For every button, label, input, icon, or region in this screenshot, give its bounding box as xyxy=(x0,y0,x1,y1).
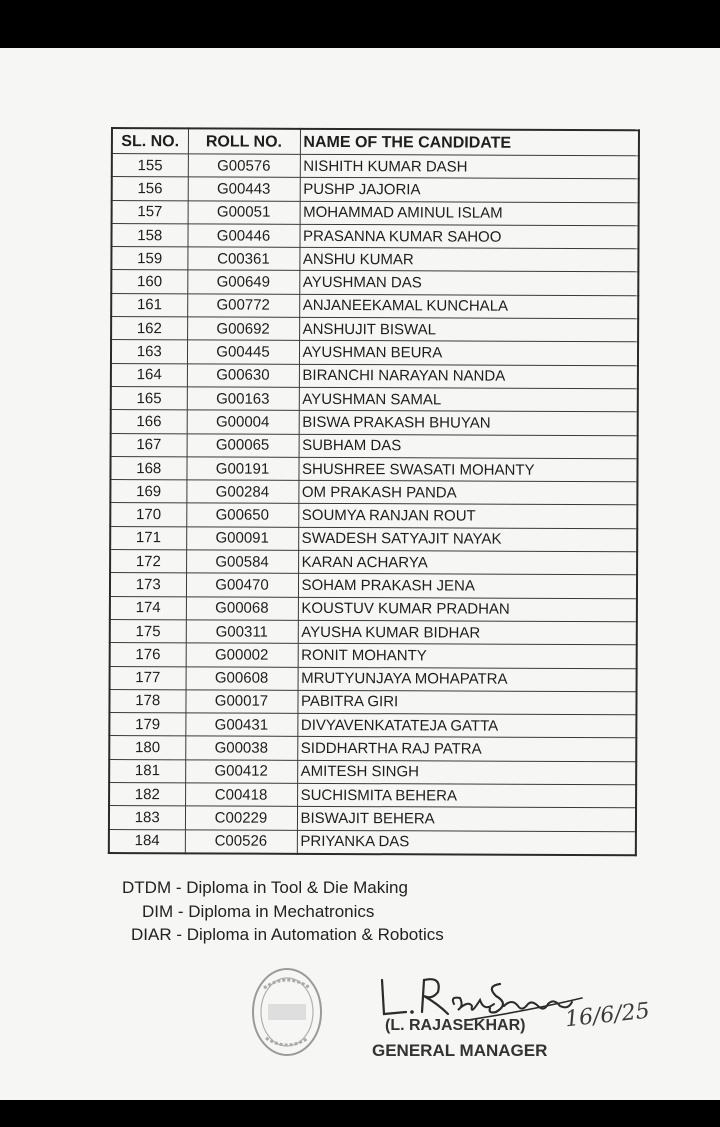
legend-item-dim: DIM - Diploma in Mechatronics xyxy=(142,901,375,921)
table-row xyxy=(109,689,636,715)
candidate-name-cell: SUCHISMITA BEHERA xyxy=(297,783,636,808)
header-roll-no: ROLL NO. xyxy=(188,128,300,154)
serial-number-cell: 183 xyxy=(109,806,185,830)
table-row xyxy=(109,736,636,762)
roll-number-cell: G00004 xyxy=(187,410,299,434)
serial-number-cell: 159 xyxy=(111,247,187,271)
candidate-name-cell: SHUSHREE SWASATI MOHANTY xyxy=(298,457,637,482)
table-row xyxy=(111,363,638,389)
serial-number-cell: 155 xyxy=(112,154,188,178)
legend-item-dtdm: DTDM - Diploma in Tool & Die Making xyxy=(122,878,408,897)
candidate-name-cell: SOUMYA RANJAN ROUT xyxy=(298,504,637,529)
candidate-name-cell: KOUSTUV KUMAR PRADHAN xyxy=(298,597,637,622)
roll-number-cell: G00163 xyxy=(187,387,299,411)
roll-number-cell: G00431 xyxy=(185,713,297,737)
roll-number-cell: G00051 xyxy=(188,200,300,224)
serial-number-cell: 168 xyxy=(110,456,186,480)
header-candidate-name: NAME OF THE CANDIDATE xyxy=(300,129,639,156)
candidate-name-cell: KARAN ACHARYA xyxy=(298,550,637,575)
table-row xyxy=(110,480,637,506)
table-row xyxy=(110,643,637,669)
roll-number-cell: C00361 xyxy=(187,247,299,271)
header-sl-no: SL. NO. xyxy=(112,128,188,154)
table-row xyxy=(111,433,638,459)
serial-number-cell: 161 xyxy=(111,293,187,317)
serial-number-cell: 181 xyxy=(109,759,185,783)
table-row xyxy=(111,223,638,249)
roll-number-cell: G00584 xyxy=(186,550,298,574)
candidate-name-cell: SUBHAM DAS xyxy=(299,434,638,459)
serial-number-cell: 179 xyxy=(109,713,185,737)
signatory-title: GENERAL MANAGER xyxy=(372,1041,548,1060)
serial-number-cell: 164 xyxy=(111,363,187,387)
serial-number-cell: 178 xyxy=(109,689,185,713)
table-row xyxy=(111,317,638,343)
table-body xyxy=(109,154,639,856)
roll-number-cell: G00068 xyxy=(186,596,298,620)
serial-number-cell: 157 xyxy=(112,200,188,224)
candidate-name-cell: PABITRA GIRI xyxy=(297,690,636,715)
serial-number-cell: 167 xyxy=(111,433,187,457)
top-frame-bar xyxy=(0,0,720,48)
table-row xyxy=(112,200,639,226)
roll-number-cell: G00470 xyxy=(186,573,298,597)
document-page xyxy=(0,48,720,1100)
roll-number-cell: C00526 xyxy=(185,829,297,853)
roll-number-cell: G00443 xyxy=(188,177,300,201)
table-row xyxy=(109,783,636,809)
roll-number-cell: G00091 xyxy=(186,527,298,551)
candidate-name-cell: AYUSHMAN BEURA xyxy=(299,341,638,366)
table-row xyxy=(110,456,637,482)
candidate-name-cell: AYUSHMAN SAMAL xyxy=(299,387,638,412)
abbreviation-legend xyxy=(122,876,444,947)
candidate-name-cell: AYUSHA KUMAR BIDHAR xyxy=(298,620,637,645)
table-row xyxy=(110,573,637,599)
candidate-name-cell: NISHITH KUMAR DASH xyxy=(300,154,639,179)
table-row xyxy=(111,270,638,296)
table-row xyxy=(110,503,637,529)
serial-number-cell: 184 xyxy=(109,829,185,853)
candidate-name-cell: OM PRAKASH PANDA xyxy=(298,480,637,505)
serial-number-cell: 160 xyxy=(111,270,187,294)
roll-number-cell: G00017 xyxy=(185,690,297,714)
table-row xyxy=(112,177,639,203)
table-row xyxy=(110,666,637,692)
table-row xyxy=(109,829,636,855)
serial-number-cell: 176 xyxy=(110,643,186,667)
serial-number-cell: 182 xyxy=(109,783,185,807)
serial-number-cell: 163 xyxy=(111,340,187,364)
table-row xyxy=(112,154,639,180)
candidate-name-cell: BISWAJIT BEHERA xyxy=(297,807,636,832)
candidate-name-cell: DIVYAVENKATATEJA GATTA xyxy=(297,713,636,738)
candidate-name-cell: AYUSHMAN DAS xyxy=(299,271,638,296)
candidate-name-cell: SWADESH SATYAJIT NAYAK xyxy=(298,527,637,552)
signature-date: 16/6/25 xyxy=(563,998,651,1033)
serial-number-cell: 169 xyxy=(110,480,186,504)
roll-number-cell: G00002 xyxy=(186,643,298,667)
roll-number-cell: G00038 xyxy=(185,736,297,760)
candidate-name-cell: ANSHU KUMAR xyxy=(299,248,638,273)
roll-number-cell: G00446 xyxy=(187,224,299,248)
roll-number-cell: G00608 xyxy=(186,666,298,690)
serial-number-cell: 173 xyxy=(110,573,186,597)
roll-number-cell: G00630 xyxy=(187,364,299,388)
serial-number-cell: 170 xyxy=(110,503,186,527)
serial-number-cell: 172 xyxy=(110,550,186,574)
candidate-name-cell: PRASANNA KUMAR SAHOO xyxy=(299,224,638,249)
roll-number-cell: G00692 xyxy=(187,317,299,341)
roll-number-cell: G00649 xyxy=(187,270,299,294)
serial-number-cell: 175 xyxy=(110,619,186,643)
legend-item-diar: DIAR - Diploma in Automation & Robotics xyxy=(131,925,444,944)
table-row xyxy=(109,759,636,785)
serial-number-cell: 177 xyxy=(110,666,186,690)
candidate-table xyxy=(108,127,640,856)
candidate-name-cell: AMITESH SINGH xyxy=(297,760,636,785)
table-row xyxy=(110,526,637,552)
candidate-name-cell: ANJANEEKAMAL KUNCHALA xyxy=(299,294,638,319)
roll-number-cell: G00412 xyxy=(185,760,297,784)
table-row xyxy=(110,550,637,576)
candidate-name-cell: ANSHUJIT BISWAL xyxy=(299,317,638,342)
table-row xyxy=(111,293,638,319)
roll-number-cell: G00445 xyxy=(187,340,299,364)
candidate-name-cell: PRIYANKA DAS xyxy=(297,830,636,855)
table-row xyxy=(111,247,638,273)
serial-number-cell: 166 xyxy=(111,410,187,434)
serial-number-cell: 162 xyxy=(111,317,187,341)
roll-number-cell: G00650 xyxy=(186,503,298,527)
table-row xyxy=(110,596,637,622)
serial-number-cell: 158 xyxy=(111,223,187,247)
candidate-name-cell: BISWA PRAKASH BHUYAN xyxy=(299,411,638,436)
serial-number-cell: 156 xyxy=(112,177,188,201)
roll-number-cell: G00284 xyxy=(186,480,298,504)
serial-number-cell: 174 xyxy=(110,596,186,620)
table-header-row xyxy=(112,128,639,156)
candidate-name-cell: MRUTYUNJAYA MOHAPATRA xyxy=(298,667,637,692)
roll-number-cell: G00191 xyxy=(186,457,298,481)
serial-number-cell: 165 xyxy=(111,386,187,410)
roll-number-cell: C00418 xyxy=(185,783,297,807)
serial-number-cell: 171 xyxy=(110,526,186,550)
table-row xyxy=(111,386,638,412)
candidate-name-cell: RONIT MOHANTY xyxy=(298,644,637,669)
roll-number-cell: G00576 xyxy=(188,154,300,178)
bottom-frame-bar xyxy=(0,1100,720,1127)
roll-number-cell: C00229 xyxy=(185,806,297,830)
table-row xyxy=(110,619,637,645)
candidate-name-cell: BIRANCHI NARAYAN NANDA xyxy=(299,364,638,389)
office-seal-stamp xyxy=(250,966,324,1058)
table-row xyxy=(109,806,636,832)
candidate-name-cell: PUSHP JAJORIA xyxy=(300,178,639,203)
roll-number-cell: G00772 xyxy=(187,294,299,318)
candidate-name-cell: MOHAMMAD AMINUL ISLAM xyxy=(300,201,639,226)
roll-number-cell: G00065 xyxy=(187,433,299,457)
table-row xyxy=(111,410,638,436)
candidate-name-cell: SIDDHARTHA RAJ PATRA xyxy=(297,737,636,762)
roll-number-cell: G00311 xyxy=(186,620,298,644)
signatory-name: (L. RAJASEKHAR) xyxy=(385,1017,526,1034)
candidate-name-cell: SOHAM PRAKASH JENA xyxy=(298,574,637,599)
table-row xyxy=(111,340,638,366)
serial-number-cell: 180 xyxy=(109,736,185,760)
table-row xyxy=(109,713,636,739)
